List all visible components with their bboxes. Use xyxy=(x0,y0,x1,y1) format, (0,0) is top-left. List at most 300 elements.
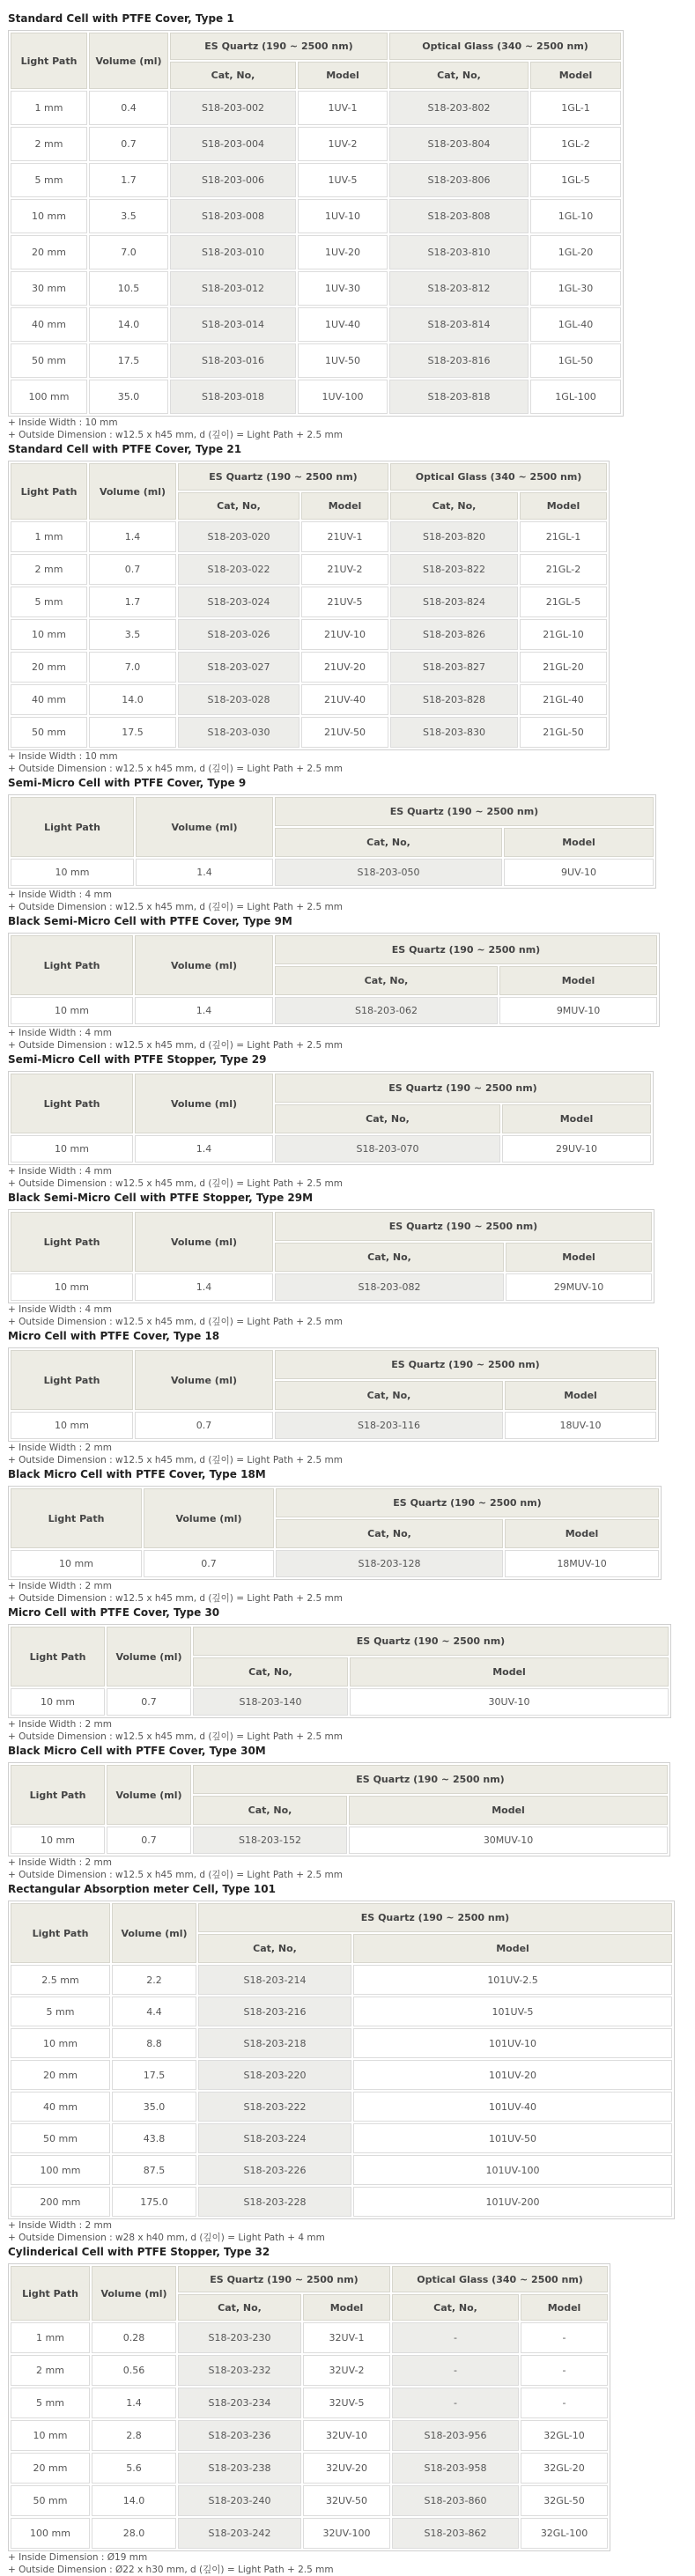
header-model: Model xyxy=(502,1104,651,1133)
section-note: + Inside Width : 4 mm xyxy=(8,1166,112,1177)
header-cat-no: Cat, No, xyxy=(178,2294,301,2321)
volume-cell: 1.4 xyxy=(136,859,273,886)
header-model: Model xyxy=(303,2294,390,2321)
glass-model-cell: 32GL-20 xyxy=(521,2453,608,2484)
quartz-model-cell: 21UV-20 xyxy=(301,652,388,683)
header-light-path: Light Path xyxy=(11,1765,105,1825)
table-row xyxy=(11,271,621,306)
header-es-quartz: ES Quartz (190 ~ 2500 nm) xyxy=(275,1074,651,1103)
quartz-cat-no-cell: S18-203-128 xyxy=(276,1550,503,1577)
table-row xyxy=(11,2092,672,2122)
header-cat-no: Cat, No, xyxy=(178,492,299,520)
header-light-path: Light Path xyxy=(11,1488,142,1548)
glass-model-cell: 1GL-50 xyxy=(530,343,621,378)
section-note: + Outside Dimension : w12.5 x h45 mm, d (깊이) = Light Path + 2.5 mm xyxy=(8,764,343,774)
spec-table xyxy=(8,1901,675,2219)
header-cat-no: Cat, No, xyxy=(275,1243,504,1272)
light-path-cell: 200 mm xyxy=(11,2187,110,2217)
quartz-model-cell: 32UV-10 xyxy=(303,2420,390,2451)
quartz-cat-no-cell: S18-203-020 xyxy=(178,521,299,552)
light-path-cell: 10 mm xyxy=(11,1135,133,1163)
table-row xyxy=(11,2518,608,2549)
table-row xyxy=(11,2420,608,2451)
section-note: + Outside Dimension : w12.5 x h45 mm, d (깊이) = Light Path + 2.5 mm xyxy=(8,1593,343,1604)
quartz-cat-no-cell: S18-203-002 xyxy=(170,91,296,125)
table-row xyxy=(11,587,607,617)
volume-cell: 1.4 xyxy=(92,2388,176,2418)
header-cat-no: Cat, No, xyxy=(392,2294,519,2321)
section-title: Standard Cell with PTFE Cover, Type 1 xyxy=(8,12,234,25)
quartz-model-cell: 30MUV-10 xyxy=(349,1827,668,1854)
quartz-cat-no-cell: S18-203-050 xyxy=(275,859,502,886)
quartz-cat-no-cell: S18-203-220 xyxy=(198,2060,351,2090)
header-row xyxy=(11,935,657,964)
glass-model-cell: 21GL-40 xyxy=(520,684,607,715)
spec-table xyxy=(8,1347,659,1442)
section-title: Semi-Micro Cell with PTFE Stopper, Type 29 xyxy=(8,1053,267,1066)
volume-cell: 175.0 xyxy=(112,2187,196,2217)
quartz-model-cell: 1UV-20 xyxy=(298,235,388,269)
glass-cat-no-cell: S18-203-820 xyxy=(390,521,518,552)
header-model: Model xyxy=(530,62,621,89)
quartz-model-cell: 32UV-5 xyxy=(303,2388,390,2418)
section-note: + Outside Dimension : w12.5 x h45 mm, d (깊이) = Light Path + 2.5 mm xyxy=(8,1040,343,1051)
section-note: + Outside Dimension : w12.5 x h45 mm, d (깊이) = Light Path + 2.5 mm xyxy=(8,1731,343,1742)
table-row xyxy=(11,2060,672,2090)
section-note: + Outside Dimension : w12.5 x h45 mm, d (깊이) = Light Path + 2.5 mm xyxy=(8,1455,343,1465)
quartz-model-cell: 101UV-100 xyxy=(353,2155,672,2185)
quartz-cat-no-cell: S18-203-024 xyxy=(178,587,299,617)
spec-section xyxy=(8,443,690,775)
header-row xyxy=(11,33,621,60)
header-light-path: Light Path xyxy=(11,1903,110,1963)
table-row xyxy=(11,2485,608,2516)
glass-cat-no-cell: - xyxy=(392,2355,519,2386)
header-light-path: Light Path xyxy=(11,1212,133,1272)
light-path-cell: 10 mm xyxy=(11,2420,90,2451)
quartz-model-cell: 1UV-1 xyxy=(298,91,388,125)
header-model: Model xyxy=(353,1934,672,1963)
section-note: + Outside Dimension : w12.5 x h45 mm, d (깊이) = Light Path + 2.5 mm xyxy=(8,430,343,440)
header-model: Model xyxy=(506,1243,652,1272)
light-path-cell: 5 mm xyxy=(11,2388,90,2418)
header-model: Model xyxy=(350,1657,669,1687)
volume-cell: 10.5 xyxy=(89,271,168,306)
quartz-cat-no-cell: S18-203-082 xyxy=(275,1273,504,1301)
spec-section xyxy=(8,2246,690,2576)
volume-cell: 28.0 xyxy=(92,2518,176,2549)
quartz-cat-no-cell: S18-203-027 xyxy=(178,652,299,683)
quartz-model-cell: 32UV-20 xyxy=(303,2453,390,2484)
header-cat-no: Cat, No, xyxy=(275,1381,503,1410)
table-row xyxy=(11,1135,651,1163)
quartz-model-cell: 32UV-1 xyxy=(303,2322,390,2353)
header-row xyxy=(11,797,654,826)
header-optical-glass: Optical Glass (340 ~ 2500 nm) xyxy=(392,2266,608,2292)
light-path-cell: 50 mm xyxy=(11,2123,110,2153)
quartz-cat-no-cell: S18-203-214 xyxy=(198,1965,351,1995)
quartz-cat-no-cell: S18-203-070 xyxy=(275,1135,500,1163)
quartz-model-cell: 101UV-20 xyxy=(353,2060,672,2090)
quartz-model-cell: 101UV-40 xyxy=(353,2092,672,2122)
glass-cat-no-cell: S18-203-826 xyxy=(390,619,518,650)
quartz-cat-no-cell: S18-203-152 xyxy=(193,1827,347,1854)
header-es-quartz: ES Quartz (190 ~ 2500 nm) xyxy=(178,2266,390,2292)
volume-cell: 1.4 xyxy=(135,1273,273,1301)
glass-cat-no-cell: S18-203-806 xyxy=(389,163,529,197)
volume-cell: 14.0 xyxy=(92,2485,176,2516)
quartz-model-cell: 1UV-50 xyxy=(298,343,388,378)
header-row xyxy=(11,1488,659,1517)
light-path-cell: 10 mm xyxy=(11,859,134,886)
header-volume: Volume (ml) xyxy=(136,797,273,857)
volume-cell: 0.7 xyxy=(107,1688,191,1716)
header-es-quartz: ES Quartz (190 ~ 2500 nm) xyxy=(198,1903,672,1932)
header-volume: Volume (ml) xyxy=(89,463,176,520)
header-row xyxy=(11,1074,651,1103)
spec-table xyxy=(8,1071,654,1165)
table-row xyxy=(11,684,607,715)
quartz-model-cell: 32UV-2 xyxy=(303,2355,390,2386)
glass-cat-no-cell: S18-203-810 xyxy=(389,235,529,269)
glass-model-cell: 21GL-2 xyxy=(520,554,607,585)
table-row xyxy=(11,859,654,886)
table-row xyxy=(11,2388,608,2418)
quartz-cat-no-cell: S18-203-018 xyxy=(170,380,296,414)
glass-model-cell: - xyxy=(521,2322,608,2353)
table-row xyxy=(11,127,621,161)
light-path-cell: 10 mm xyxy=(11,1688,105,1716)
quartz-cat-no-cell: S18-203-242 xyxy=(178,2518,301,2549)
quartz-model-cell: 101UV-200 xyxy=(353,2187,672,2217)
header-volume: Volume (ml) xyxy=(89,33,168,89)
glass-model-cell: 1GL-1 xyxy=(530,91,621,125)
light-path-cell: 100 mm xyxy=(11,2155,110,2185)
quartz-model-cell: 32UV-50 xyxy=(303,2485,390,2516)
quartz-model-cell: 32UV-100 xyxy=(303,2518,390,2549)
volume-cell: 0.7 xyxy=(107,1827,191,1854)
section-note: + Outside Dimension : Ø22 x h30 mm, d (깊이) = Light Path + 2.5 mm xyxy=(8,2565,334,2575)
header-volume: Volume (ml) xyxy=(144,1488,274,1548)
quartz-model-cell: 21UV-40 xyxy=(301,684,388,715)
volume-cell: 1.7 xyxy=(89,587,176,617)
quartz-model-cell: 1UV-100 xyxy=(298,380,388,414)
table-row xyxy=(11,1827,668,1854)
volume-cell: 35.0 xyxy=(112,2092,196,2122)
header-es-quartz: ES Quartz (190 ~ 2500 nm) xyxy=(276,1488,659,1517)
volume-cell: 2.8 xyxy=(92,2420,176,2451)
glass-cat-no-cell: S18-203-828 xyxy=(390,684,518,715)
glass-cat-no-cell: S18-203-816 xyxy=(389,343,529,378)
header-es-quartz: ES Quartz (190 ~ 2500 nm) xyxy=(170,33,388,60)
section-note: + Outside Dimension : w12.5 x h45 mm, d (깊이) = Light Path + 2.5 mm xyxy=(8,1178,343,1189)
table-row xyxy=(11,1965,672,1995)
quartz-cat-no-cell: S18-203-008 xyxy=(170,199,296,233)
quartz-cat-no-cell: S18-203-030 xyxy=(178,717,299,748)
quartz-model-cell: 101UV-5 xyxy=(353,1997,672,2026)
header-row xyxy=(11,2266,608,2292)
section-note: + Inside Width : 2 mm xyxy=(8,2220,112,2231)
glass-model-cell: 1GL-100 xyxy=(530,380,621,414)
header-optical-glass: Optical Glass (340 ~ 2500 nm) xyxy=(390,463,607,491)
glass-model-cell: 1GL-2 xyxy=(530,127,621,161)
quartz-cat-no-cell: S18-203-236 xyxy=(178,2420,301,2451)
quartz-cat-no-cell: S18-203-240 xyxy=(178,2485,301,2516)
volume-cell: 87.5 xyxy=(112,2155,196,2185)
table-row xyxy=(11,997,657,1024)
glass-cat-no-cell: S18-203-958 xyxy=(392,2453,519,2484)
header-model: Model xyxy=(349,1796,668,1825)
quartz-model-cell: 101UV-10 xyxy=(353,2028,672,2058)
section-title: Micro Cell with PTFE Cover, Type 30 xyxy=(8,1606,220,1619)
table-row xyxy=(11,2355,608,2386)
header-row xyxy=(11,1212,652,1241)
volume-cell: 3.5 xyxy=(89,619,176,650)
volume-cell: 17.5 xyxy=(112,2060,196,2090)
volume-cell: 1.4 xyxy=(89,521,176,552)
volume-cell: 17.5 xyxy=(89,717,176,748)
glass-model-cell: 21GL-10 xyxy=(520,619,607,650)
table-row xyxy=(11,91,621,125)
section-note: + Inside Width : 2 mm xyxy=(8,1581,112,1591)
quartz-cat-no-cell: S18-203-062 xyxy=(275,997,498,1024)
table-row xyxy=(11,2155,672,2185)
header-volume: Volume (ml) xyxy=(92,2266,176,2321)
glass-model-cell: - xyxy=(521,2388,608,2418)
spec-table xyxy=(8,1624,671,1718)
light-path-cell: 100 mm xyxy=(11,380,87,414)
spec-table xyxy=(8,1762,670,1856)
header-cat-no: Cat, No, xyxy=(389,62,529,89)
glass-cat-no-cell: S18-203-818 xyxy=(389,380,529,414)
spec-section xyxy=(8,1053,690,1190)
header-row xyxy=(11,1350,656,1379)
glass-cat-no-cell: S18-203-827 xyxy=(390,652,518,683)
light-path-cell: 20 mm xyxy=(11,652,87,683)
table-row xyxy=(11,1688,669,1716)
header-es-quartz: ES Quartz (190 ~ 2500 nm) xyxy=(193,1765,668,1794)
header-es-quartz: ES Quartz (190 ~ 2500 nm) xyxy=(275,797,654,826)
header-cat-no: Cat, No, xyxy=(275,828,502,857)
spec-section xyxy=(8,1192,690,1328)
spec-section xyxy=(8,1468,690,1605)
header-light-path: Light Path xyxy=(11,1074,133,1133)
quartz-model-cell: 18UV-10 xyxy=(505,1412,656,1439)
table-row xyxy=(11,235,621,269)
table-row xyxy=(11,1412,656,1439)
glass-cat-no-cell: S18-203-822 xyxy=(390,554,518,585)
quartz-model-cell: 101UV-2.5 xyxy=(353,1965,672,1995)
light-path-cell: 10 mm xyxy=(11,997,133,1024)
section-title: Semi-Micro Cell with PTFE Cover, Type 9 xyxy=(8,777,247,789)
header-volume: Volume (ml) xyxy=(112,1903,196,1963)
quartz-cat-no-cell: S18-203-012 xyxy=(170,271,296,306)
light-path-cell: 10 mm xyxy=(11,1827,105,1854)
header-cat-no: Cat, No, xyxy=(276,1519,503,1548)
table-row xyxy=(11,380,621,414)
volume-cell: 0.7 xyxy=(135,1412,273,1439)
glass-cat-no-cell: S18-203-860 xyxy=(392,2485,519,2516)
light-path-cell: 10 mm xyxy=(11,1550,142,1577)
section-note: + Inside Width : 2 mm xyxy=(8,1857,112,1868)
quartz-model-cell: 21UV-5 xyxy=(301,587,388,617)
light-path-cell: 2 mm xyxy=(11,2355,90,2386)
spec-section xyxy=(8,777,690,913)
light-path-cell: 5 mm xyxy=(11,587,87,617)
volume-cell: 1.4 xyxy=(135,1135,273,1163)
header-light-path: Light Path xyxy=(11,463,87,520)
glass-model-cell: 32GL-10 xyxy=(521,2420,608,2451)
header-cat-no: Cat, No, xyxy=(193,1657,348,1687)
glass-cat-no-cell: S18-203-862 xyxy=(392,2518,519,2549)
header-model: Model xyxy=(505,1519,659,1548)
light-path-cell: 20 mm xyxy=(11,2453,90,2484)
spec-table xyxy=(8,461,610,750)
quartz-model-cell: 30UV-10 xyxy=(350,1688,669,1716)
quartz-model-cell: 21UV-2 xyxy=(301,554,388,585)
section-title: Cylinderical Cell with PTFE Stopper, Type 32 xyxy=(8,2246,270,2258)
quartz-model-cell: 1UV-30 xyxy=(298,271,388,306)
glass-cat-no-cell: S18-203-812 xyxy=(389,271,529,306)
section-note: + Inside Width : 2 mm xyxy=(8,1443,112,1453)
glass-cat-no-cell: - xyxy=(392,2388,519,2418)
spec-section xyxy=(8,1883,690,2244)
volume-cell: 0.28 xyxy=(92,2322,176,2353)
light-path-cell: 50 mm xyxy=(11,343,87,378)
quartz-cat-no-cell: S18-203-004 xyxy=(170,127,296,161)
section-title: Standard Cell with PTFE Cover, Type 21 xyxy=(8,443,242,455)
quartz-cat-no-cell: S18-203-224 xyxy=(198,2123,351,2153)
header-volume: Volume (ml) xyxy=(107,1765,191,1825)
section-title: Black Semi-Micro Cell with PTFE Cover, Type 9M xyxy=(8,915,292,927)
header-es-quartz: ES Quartz (190 ~ 2500 nm) xyxy=(275,935,657,964)
header-model: Model xyxy=(504,828,654,857)
quartz-cat-no-cell: S18-203-016 xyxy=(170,343,296,378)
quartz-cat-no-cell: S18-203-222 xyxy=(198,2092,351,2122)
volume-cell: 2.2 xyxy=(112,1965,196,1995)
quartz-cat-no-cell: S18-203-228 xyxy=(198,2187,351,2217)
table-row xyxy=(11,343,621,378)
spec-table xyxy=(8,2263,610,2551)
header-cat-no: Cat, No, xyxy=(198,1934,351,1963)
glass-model-cell: 32GL-100 xyxy=(521,2518,608,2549)
section-note: + Outside Dimension : w12.5 x h45 mm, d (깊이) = Light Path + 2.5 mm xyxy=(8,1870,343,1880)
glass-cat-no-cell: S18-203-956 xyxy=(392,2420,519,2451)
light-path-cell: 2 mm xyxy=(11,554,87,585)
header-model: Model xyxy=(520,492,607,520)
quartz-model-cell: 29UV-10 xyxy=(502,1135,651,1163)
volume-cell: 1.4 xyxy=(135,997,273,1024)
light-path-cell: 1 mm xyxy=(11,2322,90,2353)
spec-table xyxy=(8,933,660,1027)
spec-table xyxy=(8,1486,662,1580)
spec-section xyxy=(8,915,690,1052)
light-path-cell: 40 mm xyxy=(11,2092,110,2122)
quartz-cat-no-cell: S18-203-006 xyxy=(170,163,296,197)
spec-table xyxy=(8,1209,654,1303)
section-note: + Inside Width : 10 mm xyxy=(8,417,118,428)
glass-cat-no-cell: - xyxy=(392,2322,519,2353)
header-es-quartz: ES Quartz (190 ~ 2500 nm) xyxy=(193,1627,669,1656)
quartz-model-cell: 1UV-10 xyxy=(298,199,388,233)
light-path-cell: 10 mm xyxy=(11,1273,133,1301)
volume-cell: 0.56 xyxy=(92,2355,176,2386)
table-row xyxy=(11,2028,672,2058)
quartz-model-cell: 1UV-2 xyxy=(298,127,388,161)
volume-cell: 5.6 xyxy=(92,2453,176,2484)
quartz-cat-no-cell: S18-203-022 xyxy=(178,554,299,585)
quartz-model-cell: 1UV-5 xyxy=(298,163,388,197)
table-row xyxy=(11,199,621,233)
table-row xyxy=(11,2123,672,2153)
volume-cell: 14.0 xyxy=(89,307,168,342)
light-path-cell: 10 mm xyxy=(11,1412,133,1439)
section-note: + Outside Dimension : w28 x h40 mm, d (깊이) = Light Path + 4 mm xyxy=(8,2233,325,2243)
header-volume: Volume (ml) xyxy=(135,1350,273,1410)
quartz-model-cell: 21UV-10 xyxy=(301,619,388,650)
table-row xyxy=(11,1550,659,1577)
volume-cell: 7.0 xyxy=(89,235,168,269)
volume-cell: 1.7 xyxy=(89,163,168,197)
light-path-cell: 40 mm xyxy=(11,684,87,715)
glass-model-cell: 21GL-5 xyxy=(520,587,607,617)
header-light-path: Light Path xyxy=(11,1627,105,1687)
header-cat-no: Cat, No, xyxy=(170,62,296,89)
spec-section xyxy=(8,1330,690,1466)
quartz-model-cell: 29MUV-10 xyxy=(506,1273,652,1301)
header-cat-no: Cat, No, xyxy=(275,1104,500,1133)
header-light-path: Light Path xyxy=(11,797,134,857)
header-volume: Volume (ml) xyxy=(135,935,273,995)
section-note: + Inside Width : 2 mm xyxy=(8,1719,112,1730)
quartz-model-cell: 101UV-50 xyxy=(353,2123,672,2153)
quartz-cat-no-cell: S18-203-026 xyxy=(178,619,299,650)
header-light-path: Light Path xyxy=(11,1350,133,1410)
volume-cell: 0.7 xyxy=(89,554,176,585)
quartz-cat-no-cell: S18-203-230 xyxy=(178,2322,301,2353)
section-title: Black Semi-Micro Cell with PTFE Stopper, Type 29M xyxy=(8,1192,314,1204)
header-light-path: Light Path xyxy=(11,2266,90,2321)
volume-cell: 0.4 xyxy=(89,91,168,125)
table-row xyxy=(11,619,607,650)
light-path-cell: 1 mm xyxy=(11,521,87,552)
header-light-path: Light Path xyxy=(11,935,133,995)
header-optical-glass: Optical Glass (340 ~ 2500 nm) xyxy=(389,33,621,60)
header-model: Model xyxy=(521,2294,608,2321)
spec-table xyxy=(8,30,624,417)
quartz-cat-no-cell: S18-203-234 xyxy=(178,2388,301,2418)
volume-cell: 35.0 xyxy=(89,380,168,414)
quartz-model-cell: 21UV-50 xyxy=(301,717,388,748)
glass-model-cell: 32GL-50 xyxy=(521,2485,608,2516)
header-row xyxy=(11,1627,669,1656)
glass-cat-no-cell: S18-203-814 xyxy=(389,307,529,342)
quartz-cat-no-cell: S18-203-218 xyxy=(198,2028,351,2058)
header-volume: Volume (ml) xyxy=(135,1074,273,1133)
table-row xyxy=(11,652,607,683)
light-path-cell: 2 mm xyxy=(11,127,87,161)
header-model: Model xyxy=(499,966,657,995)
quartz-cat-no-cell: S18-203-010 xyxy=(170,235,296,269)
quartz-model-cell: 18MUV-10 xyxy=(505,1550,659,1577)
quartz-cat-no-cell: S18-203-014 xyxy=(170,307,296,342)
section-title: Black Micro Cell with PTFE Cover, Type 30M xyxy=(8,1745,266,1757)
light-path-cell: 50 mm xyxy=(11,717,87,748)
header-es-quartz: ES Quartz (190 ~ 2500 nm) xyxy=(275,1212,652,1241)
quartz-model-cell: 21UV-1 xyxy=(301,521,388,552)
glass-model-cell: 21GL-1 xyxy=(520,521,607,552)
quartz-cat-no-cell: S18-203-238 xyxy=(178,2453,301,2484)
